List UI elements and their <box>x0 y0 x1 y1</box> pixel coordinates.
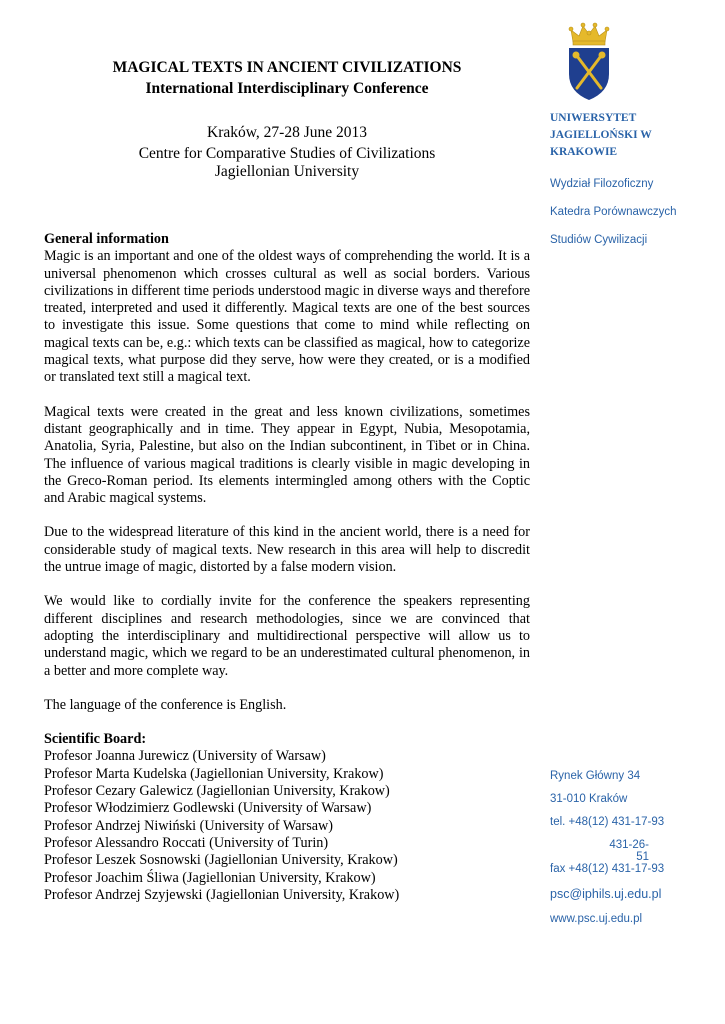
scientific-board-heading: Scientific Board: <box>44 731 147 748</box>
contact-tel: tel. +48(12) 431-17-93 <box>550 816 665 828</box>
scientific-board-list <box>44 748 530 904</box>
contact-website-link[interactable]: www.psc.uj.edu.pl <box>550 913 643 925</box>
sidebar-university-line1: UNIWERSYTET <box>550 112 637 124</box>
sidebar-university <box>550 110 700 161</box>
centre-name: Centre for Comparative Studies of Civilizations <box>138 145 436 162</box>
board-member: Profesor Marta Kudelska (Jagiellonian University, Krakow) <box>44 765 384 782</box>
university-crest-icon <box>565 22 613 102</box>
sidebar-university-line2: JAGIELLOŃSKI W <box>550 129 652 141</box>
board-member: Profesor Joachim Śliwa (Jagiellonian University, Krakow) <box>44 869 376 886</box>
sidebar-faculty: Wydział Filozoficzny <box>550 178 654 190</box>
paragraph-1: Magic is an important and one of the oldest ways of comprehending the world. It is a universal phenomenon which crosses cultural as well as social borders. Various civilizations in different time periods understood magic in diverse ways and therefore treated, interpreted and used it differently. Magical texts are one of the best sources to investigate this issue. Some questions that come to mind while reflecting on magical texts can be, e.g.: which texts can be classified as magical, how to categorize magical texts, what purpose did they serve, how were they created, or is a modified or translated text still a magical text. <box>44 248 530 386</box>
paragraph-2: Magical texts were created in the great and less known civilizations, sometimes distant geographically and in time. They appear in Egypt, Nubia, Mesopotamia, Anatolia, Syria, Palestine, but also on the Indian subcontinent, in Tibet or in China. The influence of various magical traditions is clearly visible in magic developing in the Greco-Roman period. Its elements intermingled among others with the Coptic and Arabic magical systems. <box>44 403 530 507</box>
board-member: Profesor Alessandro Roccati (University of Turin) <box>44 834 329 851</box>
language-note: The language of the conference is English. <box>44 696 287 713</box>
university-name: Jagiellonian University <box>214 163 360 180</box>
contact-tel-2: 431-26-51 <box>609 839 649 863</box>
board-member: Profesor Włodzimierz Godlewski (University of Warsaw) <box>44 800 372 817</box>
board-member: Profesor Leszek Sosnowski (Jagiellonian University, Krakow) <box>44 852 398 869</box>
board-member: Profesor Andrzej Niwiński (University of Warsaw) <box>44 817 333 834</box>
board-member: Profesor Joanna Jurewicz (University of Warsaw) <box>44 748 326 765</box>
contact-email-link[interactable]: psc@iphils.uj.edu.pl <box>550 887 662 901</box>
contact-postal: 31-010 Kraków <box>550 793 628 805</box>
general-info-heading: General information <box>44 231 169 247</box>
paragraph-3: Due to the widespread literature of this kind in the ancient world, there is a need for considerable study of magical texts. New research in this area will help to discredit the untrue image of magic, distorted by a false modern vision. <box>44 524 530 576</box>
place-date: Kraków, 27-28 June 2013 <box>207 124 367 141</box>
contact-fax: fax +48(12) 431-17-93 <box>550 863 665 875</box>
conference-subtitle: International Interdisciplinary Conference <box>145 80 429 97</box>
sidebar-department-line2: Studiów Cywilizacji <box>550 234 648 246</box>
board-member: Profesor Cezary Galewicz (Jagiellonian University, Krakow) <box>44 783 390 800</box>
sidebar-university-line3: KRAKOWIE <box>550 146 618 158</box>
board-member: Profesor Andrzej Szyjewski (Jagiellonian University, Krakow) <box>44 886 400 903</box>
main-content <box>44 231 530 904</box>
contact-street: Rynek Główny 34 <box>550 770 641 782</box>
paragraph-4: We would like to cordially invite for the conference the speakers representing different disciplines and research methodologies, since we are convinced that adopting the interdisciplinary and multidirectional perspective will allow us to understand magic, which we regard to be an underestimated cultural phenomenon, in a better and more complete way. <box>44 593 530 679</box>
conference-title: MAGICAL TEXTS IN ANCIENT CIVILIZATIONS <box>112 59 462 76</box>
sidebar-department-line1: Katedra Porównawczych <box>550 206 677 218</box>
